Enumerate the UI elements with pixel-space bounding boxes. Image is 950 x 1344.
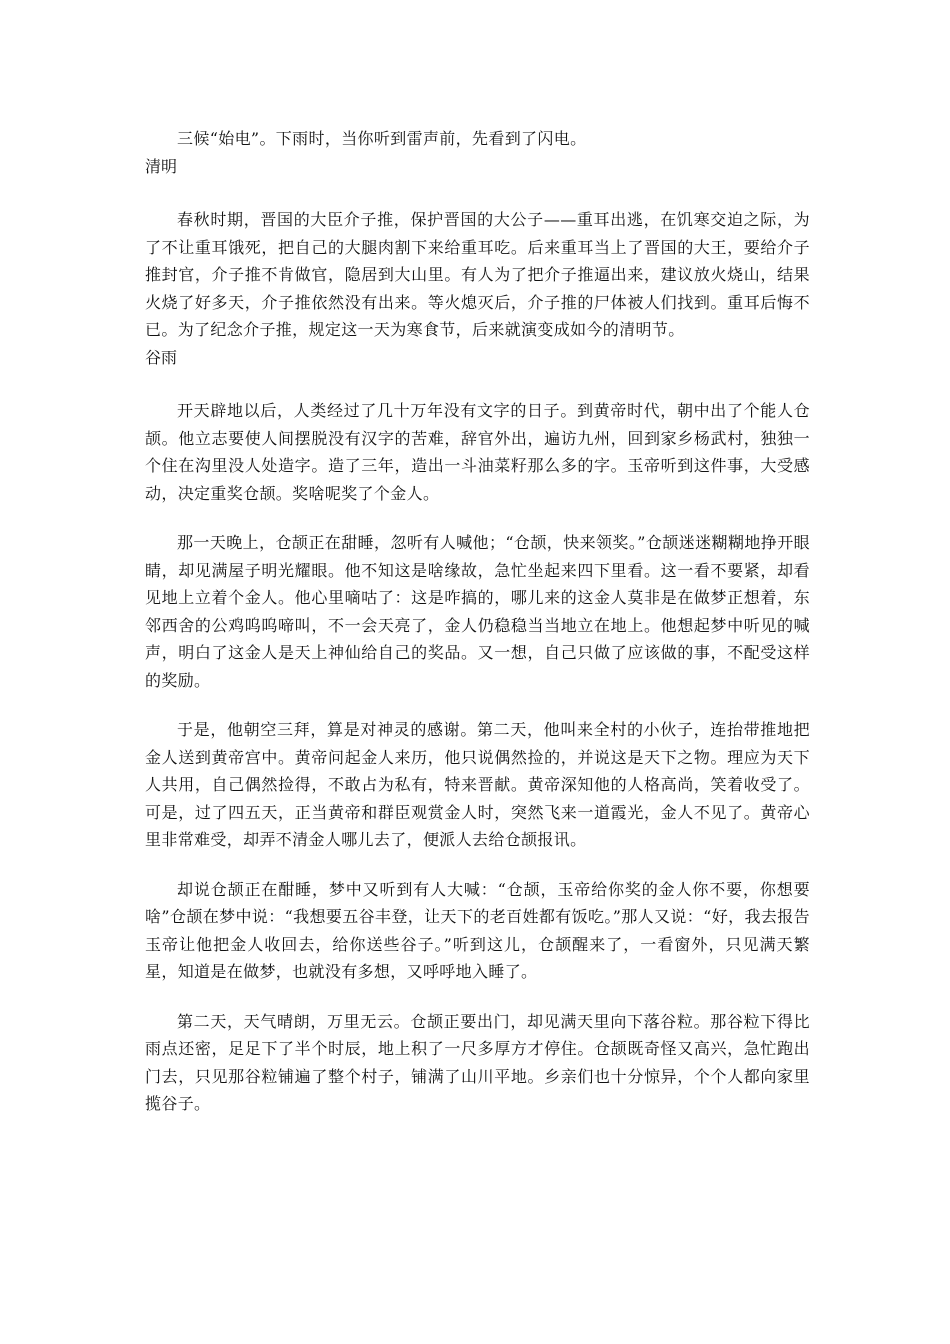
qingming-paragraph-1: 春秋时期，晋国的大臣介子推，保护晋国的大公子——重耳出逃，在饥寒交迫之际，为了不让重耳饿死，把自己的大腿肉割下来给重耳吃。后来重耳当上了晋国的大王，要给介子推封官，介子推不肯做官，隐居到大山里。有人为了把介子推逼出来，建议放火烧山，结果火烧了好多天，介子推依然没有出来。等火熄灭后，介子推的尸体被人们找到。重耳后悔不已。为了纪念介子推，规定这一天为寒食节，后来就演变成如今的清明节。 <box>145 210 810 339</box>
guyu-paragraph-1: 开天辟地以后，人类经过了几十万年没有文字的日子。到黄帝时代，朝中出了个能人仓颉。他立志要使人间摆脱没有汉字的苦难，辞官外出，遍访九州，回到家乡杨武村，独独一个住在沟里没人处造字。造了三年，造出一斗油菜籽那么多的字。玉帝听到这件事，大受感动，决定重奖仓颉。奖啥呢奖了个金人。 <box>145 401 810 503</box>
guyu-paragraph-4: 却说仓颉正在酣睡，梦中又听到有人大喊：“仓颉，玉帝给你奖的金人你不要，你想要啥”仓颉在梦中说：“我想要五谷丰登，让天下的老百姓都有饭吃。”那人又说：“好，我去报告玉帝让他把金人收回去，给你送些谷子。”听到这儿，仓颉醒来了，一看窗外，只见满天繁星，知道是在做梦，也就没有多想，又呼呼地入睡了。 <box>145 879 810 981</box>
guyu-paragraph-2: 那一天晚上，仓颉正在甜睡，忽听有人喊他；“仓颉，快来领奖。”仓颉迷迷糊糊地挣开眼睛，却见满屋子明光耀眼。他不知这是啥缘故，急忙坐起来四下里看。这一看不要紧，却看见地上立着个金人。他心里嘀咕了：这是咋搞的，哪儿来的这金人莫非是在做梦正想着，东邻西舍的公鸡呜呜啼叫，不一会天亮了，金人仍稳稳当当地立在地上。他想起梦中听见的喊声，明白了这金人是天上神仙给自己的奖品。又一想，自己只做了应该做的事，不配受这样的奖励。 <box>145 533 810 690</box>
section-heading-guyu: 谷雨 <box>145 347 178 367</box>
guyu-paragraph-3: 于是，他朝空三拜，算是对神灵的感谢。第二天，他叫来全村的小伙子，连抬带推地把金人送到黄帝宫中。黄帝问起金人来历，他只说偶然捡的，并说这是天下之物。理应为天下人共用，自己偶然捡得，不敢占为私有，特来晋献。黄帝深知他的人格高尚，笑着收受了。可是，过了四五天，正当黄帝和群臣观赏金人时，突然飞来一道霞光，金人不见了。黄帝心里非常难受，却弄不清金人哪儿去了，便派人去给仓颉报讯。 <box>145 720 810 849</box>
document-body <box>145 125 810 1118</box>
section-heading-qingming: 清明 <box>145 156 178 176</box>
intro-paragraph: 三候“始电”。下雨时，当你听到雷声前，先看到了闪电。 <box>177 129 587 148</box>
guyu-paragraph-5: 第二天，天气晴朗，万里无云。仓颉正要出门，却见满天里向下落谷粒。那谷粒下得比雨点还密，足足下了半个时辰，地上积了一尺多厚方才停住。仓颉既奇怪又高兴，急忙跑出门去，只见那谷粒铺遍了整个村子，铺满了山川平地。乡亲们也十分惊异，个个人都向家里揽谷子。 <box>145 1011 810 1113</box>
